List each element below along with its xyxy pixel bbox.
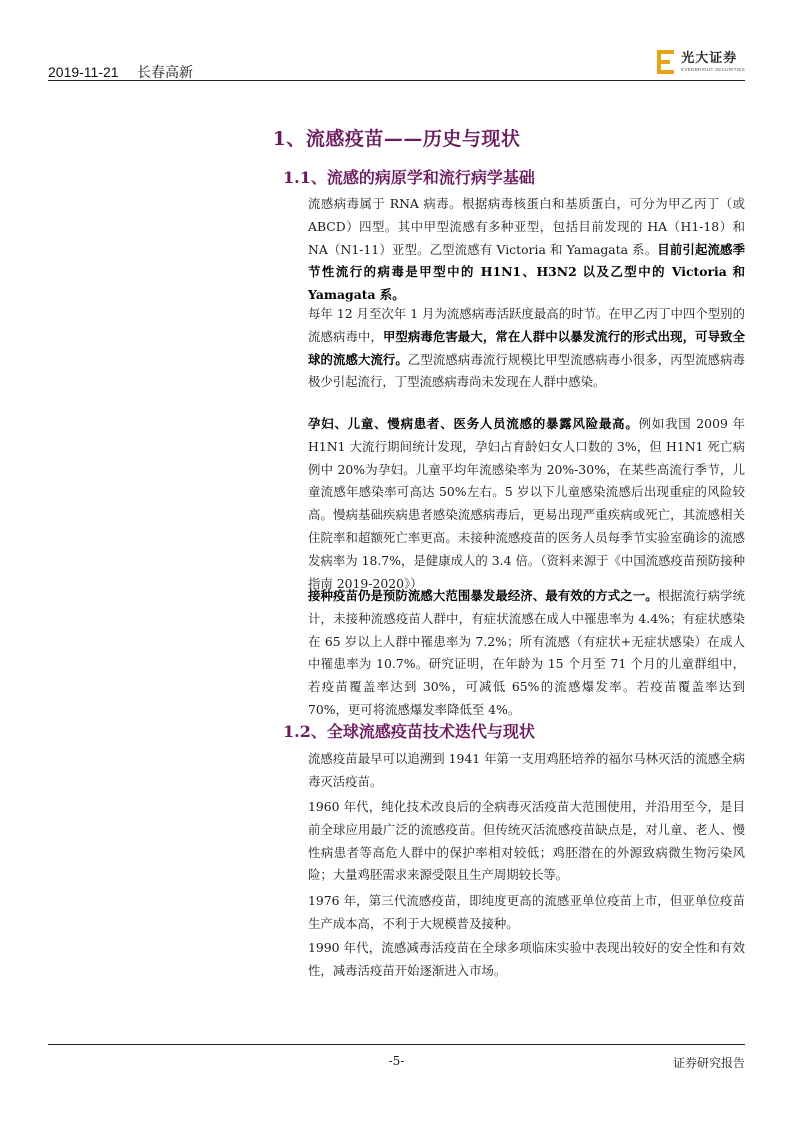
seasonality-emphasis: 甲型病毒危害最大，常在人群中以暴发流行的形式出现，可导致全球的流感大流行。 <box>308 328 746 367</box>
section-title-1: 1、流感疫苗——历史与现状 <box>272 128 521 150</box>
paragraph-seasonality: 每年 12 月至次年 1 月为流感病毒活跃度最高的时节。在甲乙丙丁中四个型别的流感病毒中，甲型病毒危害最大，常在人群中以暴发流行的形式出现，可导致全球的流感大流行。乙型流感病毒流行规模比甲型流感病毒小很多，丙型流感病毒极少引起流行，丁型流感病毒尚未发现在人群中感染。 <box>308 306 746 390</box>
paragraph-history-1941: 流感疫苗最早可以追溯到 1941 年第一支用鸡胚培养的福尔马林灭活的流感全病毒灭活疫苗。 <box>308 751 745 789</box>
virus-types-emphasis: 目前引起流感季节性流行的病毒是甲型中的 H1N1、H3N2 以及乙型中的 Victoria 和 Yamagata 系。 <box>308 241 746 303</box>
everbright-logo <box>656 48 745 76</box>
logo-chinese: 光大证券 <box>681 50 738 66</box>
company-name: 长春高新 <box>137 65 194 81</box>
page-header <box>48 0 745 80</box>
paragraph-virus-types <box>308 193 745 307</box>
page-number: -5- <box>388 1054 405 1068</box>
section-title-1-2: 1.2、全球流感疫苗技术迭代与现状 <box>283 722 535 741</box>
paragraph-history-1960: 1960 年代，纯化技术改良后的全病毒灭活疫苗大范围使用，并沿用至今，是目前全球应用最广泛的流感疫苗。但传统灭活流感疫苗缺点是，对儿童、老人、慢性病患者等高危人群中的保护率相对较低；鸡胚潜在的外源致病微生物污染风险；大量鸡胚需求来源受限且生产周期较长等。 <box>308 799 745 883</box>
report-date: 2019-11-21 <box>48 64 119 80</box>
paragraph-risk-groups: 孕妇、儿童、慢病患者、医务人员流感的暴露风险最高。例如我国 2009 年 H1N1 大流行期间统计发现，孕妇占育龄妇女人口数的 3%，但 H1N1 死亡病例中 20%为孕妇。儿童平均年流感染率为 20%-30%，在某些高流行季节，儿童流感年感染率可高达 50%左右。5 岁以下儿童感染流感后出现重症的风险较高。慢病基础疾病患者感染流感病毒后，更易出现严重疾病或死亡，其流感相关住院率和超额死亡率更高。未接种流感疫苗的医务人员每季节实验室确诊的流感发病率为 18.7%，是健康成人的 3.4 倍。（资料来源于《中国流感疫苗预防接种指南 2019-2020》） <box>308 416 745 591</box>
paragraph-history-1990: 1990 年代，流感减毒活疫苗在全球多项临床实验中表现出较好的安全性和有效性，减毒活疫苗开始逐渐进入市场。 <box>308 940 745 978</box>
logo-english: EVERBRIGHT SECURITIES <box>681 66 745 72</box>
section-title-1-1: 1.1、流感的病原学和流行病学基础 <box>283 168 535 187</box>
paragraph-history-1976: 1976 年，第三代流感疫苗，即纯度更高的流感亚单位疫苗上市，但亚单位疫苗生产成本高，不利于大规模普及接种。 <box>308 893 745 931</box>
header-info <box>48 62 193 82</box>
header-divider <box>48 80 745 81</box>
paragraph-vaccination: 接种疫苗仍是预防流感大范围暴发最经济、最有效的方式之一。根据流行病学统计，未接种流感疫苗人群中，有症状流感在成人中罹患率为 4.4%；有症状感染在 65 岁以上人群中罹患率为 7.2%；所有流感（有症状+无症状感染）在成人中罹患率为 10.7%。研究证明，在年龄为 15 个月至 71 个月的儿童群组中，若疫苗覆盖率达到 30%，可减低 65%的流感爆发率。若疫苗覆盖率达到 70%，更可将流感爆发率降低至 4%。 <box>308 588 746 717</box>
vaccination-emphasis: 接种疫苗仍是预防流感大范围暴发最经济、最有效的方式之一。 <box>308 588 658 603</box>
footer-label: 证券研究报告 <box>672 1056 745 1070</box>
footer-divider <box>48 1044 745 1045</box>
everbright-logo-icon <box>656 49 676 75</box>
virus-types-text: 流感病毒属于 RNA 病毒。根据病毒核蛋白和基质蛋白，可分为甲乙丙丁（或 ABCD）四型。其中甲型流感有多种亚型，包括目前发现的 HA（H1-18）和 NA（N1-11）亚型。乙型流感有 Victoria 和 Yamagata 系。 <box>308 196 745 257</box>
risk-groups-emphasis: 孕妇、儿童、慢病患者、医务人员流感的暴露风险最高。 <box>308 416 639 431</box>
